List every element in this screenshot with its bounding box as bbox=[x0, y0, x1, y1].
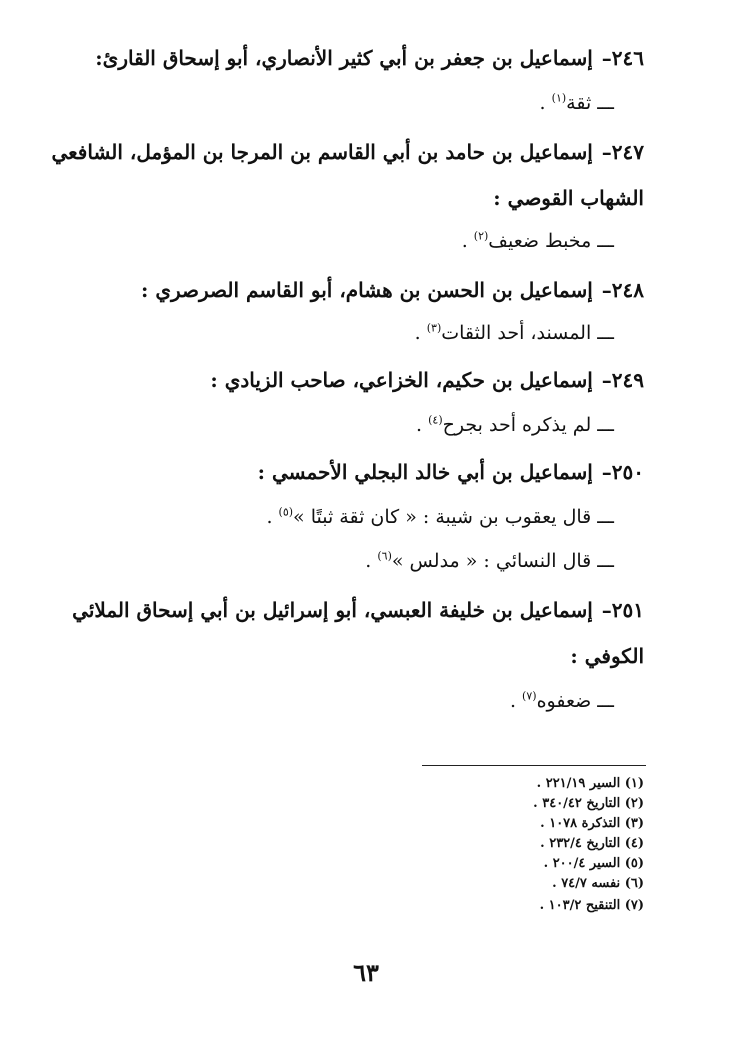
note-text: قال النسائي : « مدلس » bbox=[391, 550, 592, 572]
note-end: . bbox=[416, 414, 429, 436]
entry-name: إسماعيل بن أبي خالد البجلي الأحمسي : bbox=[257, 460, 593, 484]
entry-number: ٢٥١– bbox=[601, 598, 644, 622]
footnote-6: (٦) نفسه ٧٤/٧ . bbox=[552, 876, 644, 891]
footnote-separator bbox=[422, 765, 646, 766]
entry-246-note bbox=[540, 92, 614, 114]
entry-248-heading bbox=[141, 278, 644, 302]
entry-250-note-2 bbox=[365, 550, 614, 572]
entry-251-heading bbox=[72, 598, 644, 622]
entry-247-heading-cont bbox=[493, 186, 644, 210]
entry-247-note bbox=[462, 230, 614, 252]
note-text: المسند، أحد الثقات bbox=[441, 322, 592, 344]
footnote-7: (٧) التنقيح ١٠٣/٢ . bbox=[539, 898, 644, 913]
note-text: ضعفوه bbox=[536, 690, 592, 712]
note-text: لم يذكره أحد بجرح bbox=[442, 414, 592, 436]
note-end: . bbox=[539, 92, 552, 114]
entry-250-heading bbox=[258, 460, 644, 484]
dash: ـــ bbox=[597, 322, 614, 344]
footnote-ref[interactable]: (٦) bbox=[377, 549, 392, 563]
footnote-ref[interactable]: (٢) bbox=[473, 229, 489, 243]
entry-247-heading bbox=[51, 140, 644, 164]
note-text: ثقة bbox=[566, 92, 592, 114]
entry-249-heading bbox=[210, 368, 644, 392]
entry-249-note bbox=[416, 414, 614, 436]
footnote-ref[interactable]: (٤) bbox=[428, 413, 443, 427]
dash: ـــ bbox=[597, 92, 614, 114]
dash: ـــ bbox=[597, 506, 614, 528]
footnote-1: (١) السير ٢٢١/١٩ . bbox=[536, 776, 644, 791]
entry-name: إسماعيل بن خليفة العبسي، أبو إسرائيل بن أبي إسحاق الملائي bbox=[72, 598, 593, 622]
note-end: . bbox=[509, 690, 523, 712]
entry-251-heading-cont bbox=[570, 644, 644, 668]
note-text: قال يعقوب بن شيبة : « كان ثقة ثبتًا » bbox=[293, 506, 592, 528]
footnote-ref[interactable]: (٥) bbox=[278, 505, 294, 519]
entry-248-note bbox=[415, 322, 614, 344]
footnote-3: (٣) التذكرة ١٠٧٨ . bbox=[540, 816, 644, 831]
entry-number: ٢٥٠– bbox=[601, 460, 644, 484]
entry-number: ٢٤٦– bbox=[601, 46, 644, 70]
page-number: ٦٣ bbox=[353, 958, 379, 987]
footnote-5: (٥) السير ٢٠٠/٤ . bbox=[543, 856, 644, 871]
dash: ـــ bbox=[597, 690, 614, 712]
dash: ـــ bbox=[597, 414, 614, 436]
entry-name: إسماعيل بن جعفر بن أبي كثير الأنصاري، أبو إسحاق القارئ: bbox=[95, 46, 593, 70]
footnote-ref[interactable]: (١) bbox=[551, 91, 567, 105]
note-end: . bbox=[414, 322, 427, 344]
dash: ـــ bbox=[597, 230, 614, 252]
entry-number: ٢٤٩– bbox=[601, 368, 644, 392]
entry-number: ٢٤٨– bbox=[601, 278, 644, 302]
note-text: مخبط ضعيف bbox=[488, 230, 592, 252]
footnote-ref[interactable]: (٧) bbox=[522, 689, 537, 703]
entry-250-note-1 bbox=[266, 506, 614, 528]
entry-name-cont: الكوفي : bbox=[570, 644, 644, 668]
entry-number: ٢٤٧– bbox=[601, 140, 644, 164]
entry-246-heading bbox=[95, 46, 644, 70]
note-end: . bbox=[365, 550, 378, 572]
dash: ـــ bbox=[597, 550, 614, 572]
footnote-2: (٢) التاريخ ٣٤٠/٤٢ . bbox=[533, 796, 644, 811]
entry-name: إسماعيل بن حامد بن أبي القاسم بن المرجا بن المؤمل، الشافعي bbox=[51, 140, 593, 164]
footnote-4: (٤) التاريخ ٢٣٢/٤ . bbox=[540, 836, 644, 851]
note-end: . bbox=[461, 230, 474, 252]
note-end: . bbox=[266, 506, 279, 528]
entry-251-note bbox=[510, 690, 614, 712]
entry-name: إسماعيل بن الحسن بن هشام، أبو القاسم الصرصري : bbox=[141, 278, 593, 302]
entry-name-cont: الشهاب القوصي : bbox=[493, 186, 644, 210]
footnote-ref[interactable]: (٣) bbox=[426, 321, 442, 335]
entry-name: إسماعيل بن حكيم، الخزاعي، صاحب الزيادي : bbox=[210, 368, 593, 392]
